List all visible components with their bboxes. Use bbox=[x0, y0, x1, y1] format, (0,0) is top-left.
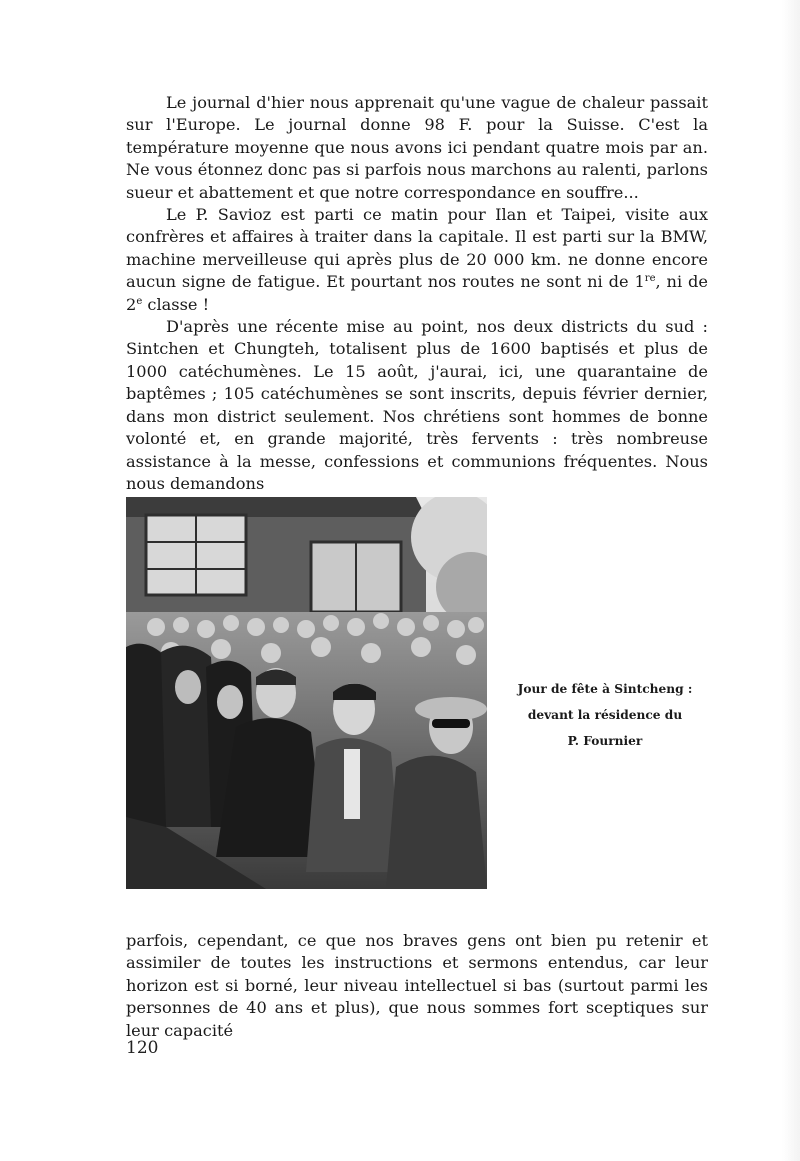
caption-line-3: P. Fournier bbox=[567, 734, 643, 748]
caption-line-2: devant la résidence du bbox=[527, 708, 683, 722]
photograph-illustration bbox=[126, 497, 487, 889]
superscript-re: re bbox=[644, 273, 656, 285]
paragraph-1 bbox=[126, 92, 708, 204]
paragraph-1-text: Le journal d'hier nous apprenait qu'une vague de chaleur passait sur l'Europe. Le journal donne 98 F. pour la Suisse. C'est la température moyenne que nous avons ici pendant quatre mois par an. Ne vous étonnez donc pas si parfois nous marchons au ralenti, parlons sueur et abattement et que notre correspondance en souffre... bbox=[126, 93, 708, 202]
paragraph-3 bbox=[126, 316, 708, 495]
page-edge bbox=[782, 0, 800, 1161]
paragraph-2 bbox=[126, 204, 708, 316]
body-text-bottom bbox=[126, 930, 708, 1042]
body-text-top bbox=[126, 92, 708, 495]
photo-caption bbox=[505, 676, 705, 754]
superscript-e: e bbox=[136, 295, 143, 307]
paragraph-2-text: Le P. Savioz est parti ce matin pour Ilan et Taipei, visite aux confrères et affaires à traiter dans la capitale. Il est parti sur la BMW, machine merveilleuse qui après plus de 20 000 km. ne donne encore aucun signe de fatigue. Et pourtant nos routes ne sont ni de 1 bbox=[126, 205, 708, 292]
paragraph-3-text: D'après une récente mise au point, nos deux districts du sud : Sintchen et Chungteh, totalisent plus de 1600 baptisés et plus de 1000 catéchumènes. Le 15 août, j'aurai, ici, une quarantaine de baptêmes ; 105 catéchumènes se sont inscrits, depuis février dernier, dans mon district seulement. Nos chrétiens sont hommes de bonne volonté et, en grande majorité, très fervents : très nombreuse assistance à la messe, confessions et communions fréquentes. Nous nous demandons bbox=[126, 317, 708, 493]
page-number: 120 bbox=[126, 1038, 159, 1058]
paragraph-2-text-c: classe ! bbox=[142, 294, 210, 314]
paragraph-continuation: parfois, cependant, ce que nos braves gens ont bien pu retenir et assimiler de toutes les instructions et sermons entendus, car leur horizon est si borné, leur niveau intellectuel si bas (surtout parmi les personnes de 40 ans et plus), que nous sommes fort sceptiques sur leur capacité bbox=[126, 931, 708, 1040]
photograph bbox=[126, 497, 487, 889]
paragraph-2-text-b: , ni de 2 bbox=[126, 272, 709, 314]
caption-line-1: Jour de fête à Sintcheng : bbox=[517, 682, 693, 696]
